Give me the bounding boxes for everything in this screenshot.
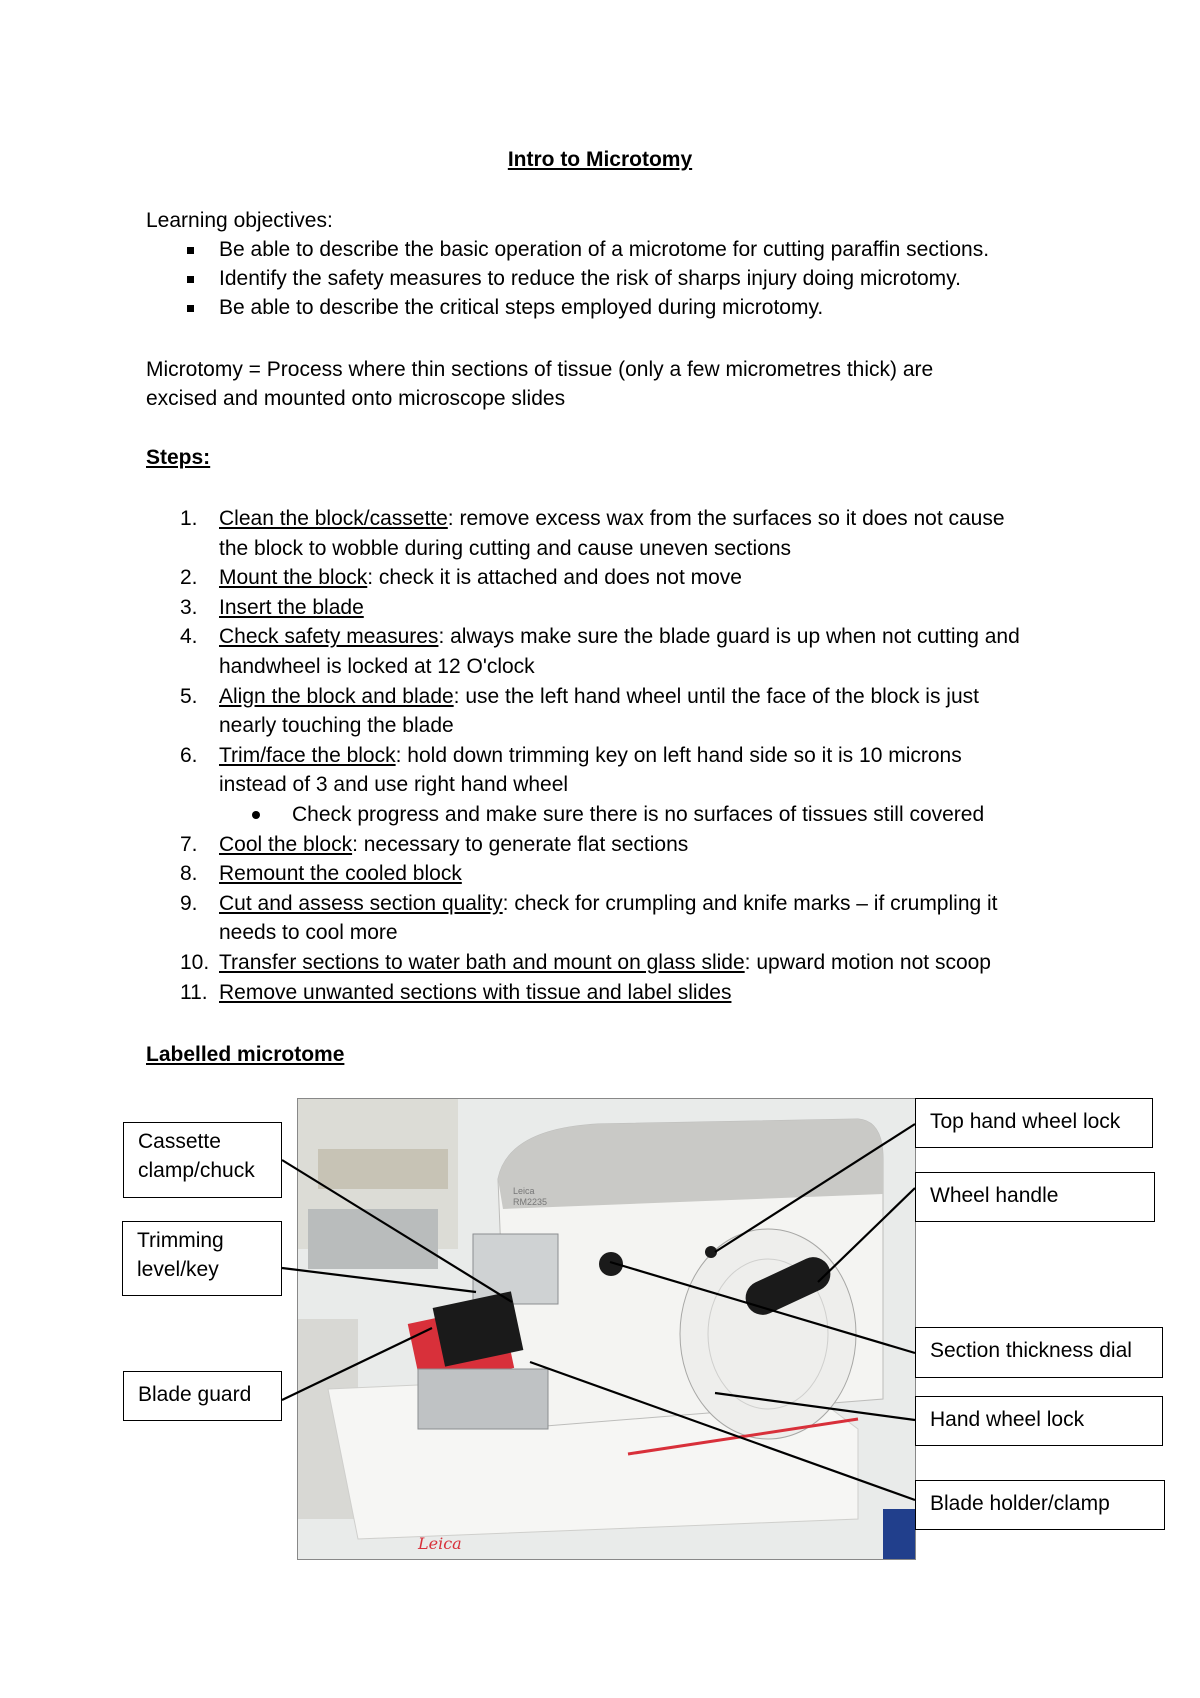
label-trimming-key: Trimming level/key (122, 1221, 282, 1296)
label-hand-wheel-lock: Hand wheel lock (915, 1396, 1163, 1446)
label-blade-guard: Blade guard (123, 1371, 282, 1421)
step-item: 2. Mount the block: check it is attached and does not move (180, 566, 742, 590)
step-item: 6. Trim/face the block: hold down trimming key on left hand side so it is 10 microns instead of 3 and use right hand wheel (180, 743, 962, 797)
label-blade-holder: Blade holder/clamp (915, 1480, 1165, 1530)
step-item: 1. Clean the block/cassette: remove excess wax from the surfaces so it does not cause the block to wobble during cutting and cause uneven sections (180, 507, 1005, 560)
step-subitem: Check progress and make sure there is no surfaces of tissues still covered (146, 800, 1086, 830)
step-item: 3. Insert the blade (180, 595, 364, 619)
step-item: 8. Remount the cooled block (180, 862, 462, 886)
step-item: 4. Check safety measures: always make sure the blade guard is up when not cutting and handwheel is locked at 12 O'clock (180, 625, 1020, 678)
step-item: 9. Cut and assess section quality: check for crumpling and knife marks – if crumpling it needs to cool more (180, 891, 998, 945)
objectives-heading: Learning objectives: (146, 209, 333, 232)
figure-heading: Labelled microtome (146, 1043, 345, 1066)
model-text-2: RM2235 (513, 1197, 548, 1207)
label-cassette-clamp: Cassette clamp/chuck (123, 1122, 282, 1198)
step-item: 11. Remove unwanted sections with tissue and label slides (180, 980, 732, 1004)
steps-heading: Steps: (146, 446, 211, 469)
objective-item: Be able to describe the basic operation of a microtome for cutting paraffin sections. (146, 235, 1066, 264)
label-top-hand-wheel-lock: Top hand wheel lock (915, 1098, 1153, 1148)
label-wheel-handle: Wheel handle (915, 1172, 1155, 1222)
step-item: 10. Transfer sections to water bath and mount on glass slide: upward motion not scoop (180, 950, 991, 974)
label-section-thickness-dial: Section thickness dial (915, 1327, 1163, 1378)
model-text-1: Leica (513, 1186, 535, 1196)
definition-paragraph: Microtomy = Process where thin sections of tissue (only a few micrometres thick) are excised and mounted onto microscope slides (146, 358, 934, 410)
step-item: 5. Align the block and blade: use the left hand wheel until the face of the block is just nearly touching the blade (180, 684, 979, 738)
brand-logo-text: Leica (418, 1534, 462, 1553)
objective-item: Be able to describe the critical steps employed during microtomy. (146, 293, 1066, 322)
objective-item: Identify the safety measures to reduce the risk of sharps injury doing microtomy. (146, 264, 1066, 293)
page-title: Intro to Microtomy (507, 148, 693, 171)
step-item: 7. Cool the block: necessary to generate flat sections (180, 832, 689, 856)
